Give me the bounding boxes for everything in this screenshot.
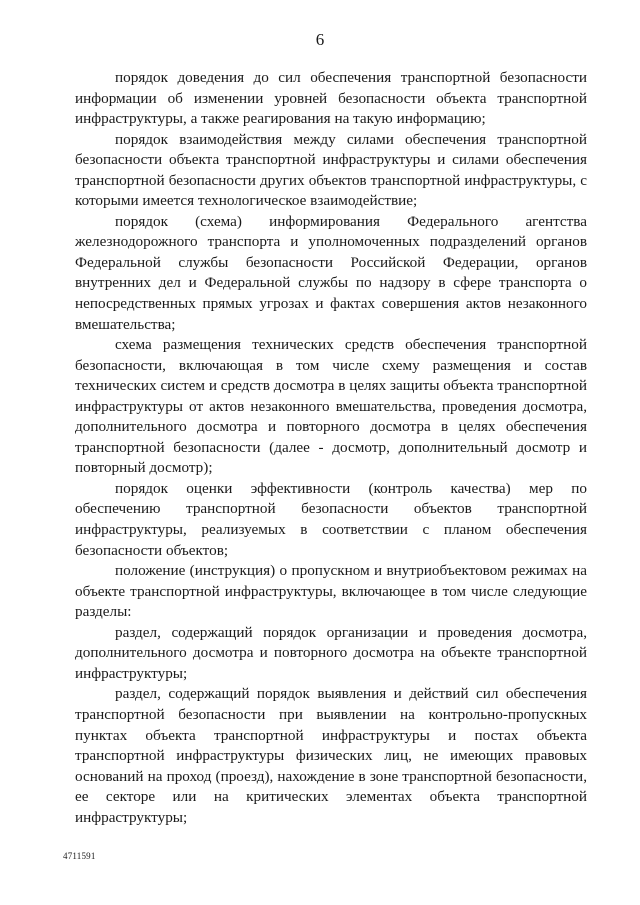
paragraph-interaction-procedure: порядок взаимодействия между силами обеспечения транспортной безопасности объекта транспортной инфраструктуры и силами обеспечения транспортной безопасности других объектов транспортной инфраструктуры, с которыми имеется технологическое взаимодействие; xyxy=(75,130,587,210)
paragraph-technical-means-scheme: схема размещения технических средств обеспечения транспортной безопасности, включающая в том числе схему размещения и состав технических систем и средств досмотра в целях защиты объекта транспортной инфраструктуры от актов незаконного вмешательства, проведения досмотра, дополнительного досмотра и повторного досмотра в целях обеспечения транспортной безопасности (далее - досмотр, дополнительный досмотр и повторный досмотр); xyxy=(75,336,587,477)
paragraph-informing-scheme: порядок (схема) информирования Федерального агентства железнодорожного транспорта и уполномоченных подразделений органов Федеральной службы безопасности Российской Федерации, органов внутренних дел и Федеральной службы по надзору в сфере транспорта о непосредственных прямых угрозах и фактах совершения актов незаконного вмешательства; xyxy=(75,212,587,333)
document-id: 4711591 xyxy=(63,851,96,861)
paragraph-access-regime-regulation: положение (инструкция) о пропускном и внутриобъектовом режимах на объекте транспортной инфраструктуры, включающее в том числе следующие разделы: xyxy=(75,562,587,621)
document-body xyxy=(75,68,587,828)
paragraph-section-inspection: раздел, содержащий порядок организации и проведения досмотра, дополнительного досмотра и повторного досмотра на объекте транспортной инфраструктуры; xyxy=(75,623,587,682)
page-number: 6 xyxy=(315,30,325,49)
paragraph-section-detection: раздел, содержащий порядок выявления и действий сил обеспечения транспортной безопасности при выявлении на контрольно-пропускных пунктах объекта транспортной инфраструктуры и постах объекта транспортной инфраструктуры физических лиц, не имеющих правовых оснований на проход (проезд), нахождение в зоне транспортной безопасности, ее секторе или на критических элементах объекта транспортной инфраструктуры; xyxy=(75,685,587,826)
paragraph-information-procedure: порядок доведения до сил обеспечения транспортной безопасности информации об изменении уровней безопасности объекта транспортной инфраструктуры, а также реагирования на такую информацию; xyxy=(75,69,587,128)
paragraph-efficiency-evaluation: порядок оценки эффективности (контроль качества) мер по обеспечению транспортной безопасности объектов транспортной инфраструктуры, реализуемых в соответствии с планом обеспечения безопасности объектов; xyxy=(75,479,587,559)
